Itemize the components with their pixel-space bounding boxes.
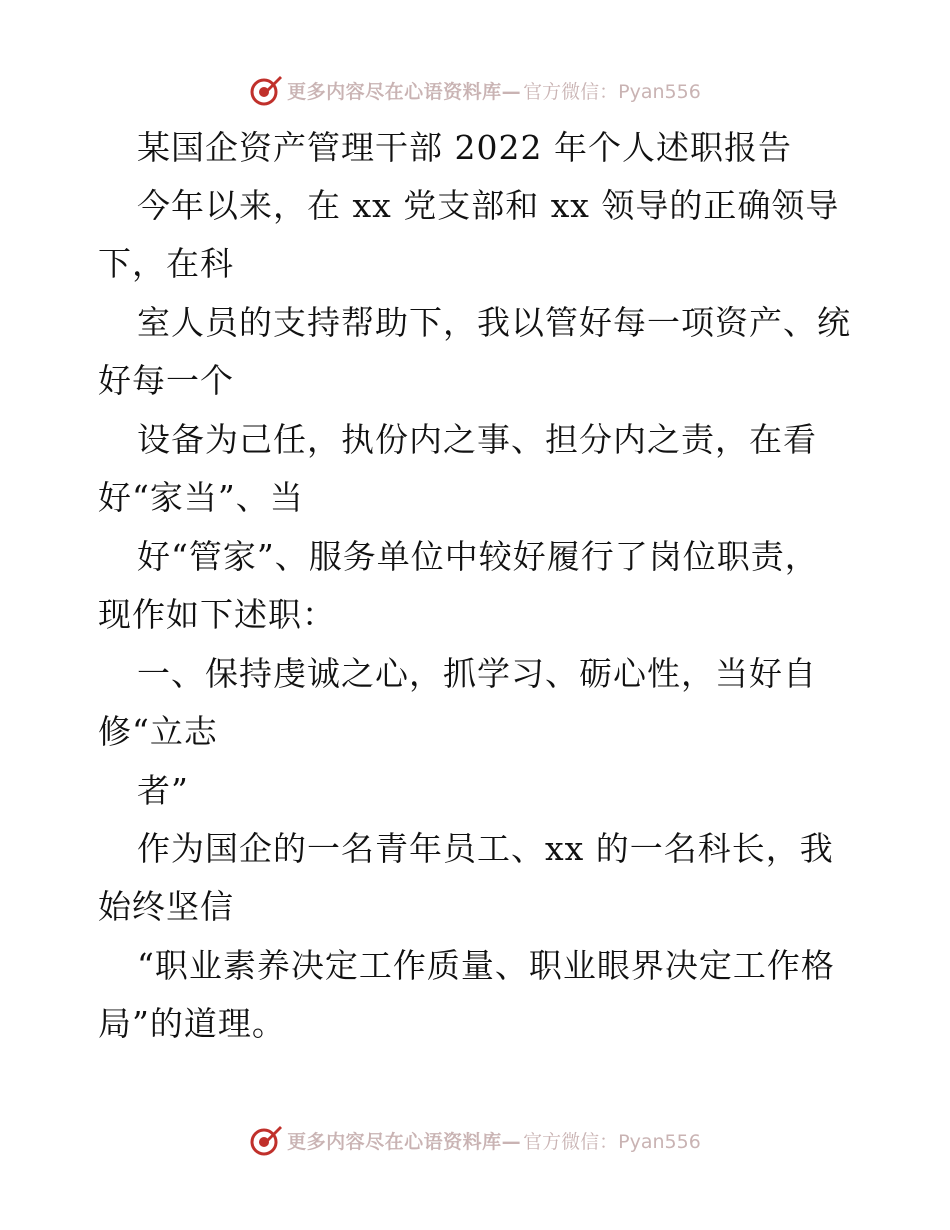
header-watermark-banner [0, 70, 950, 110]
paragraph-line: 设备为己任，执份内之事、担分内之责，在看 [137, 420, 817, 459]
paragraph-line: 室人员的支持帮助下，我以管好每一项资产、统 [137, 303, 851, 342]
paragraph-line: 始终坚信 [98, 887, 234, 926]
watermark-wechat-text: 官方微信：Pyan556 [523, 1130, 701, 1153]
paragraph-line: 今年以来，在 xx 党支部和 xx 领导的正确领导 [137, 186, 840, 225]
watermark-brand-text: 更多内容尽在心语资料库— [287, 80, 522, 103]
footer-watermark-banner [0, 1120, 950, 1160]
quill-pen-logo-icon [249, 1123, 283, 1157]
paragraph-line: 局”的道理。 [98, 1004, 286, 1043]
paragraph-line: 好每一个 [98, 361, 234, 400]
paragraph-line: 现作如下述职： [98, 595, 336, 634]
section-heading-line: 修“立志 [98, 712, 218, 751]
paragraph-line: 好“家当”、当 [98, 478, 304, 517]
paragraph-line: 下，在科 [98, 244, 234, 283]
section-heading-line: 者” [137, 771, 189, 810]
document-title: 某国企资产管理干部 2022 年个人述职报告 [137, 128, 792, 167]
quill-pen-logo-icon [249, 73, 283, 107]
paragraph-line: “职业素养决定工作质量、职业眼界决定工作格 [137, 946, 835, 985]
watermark-wechat-text: 官方微信：Pyan556 [523, 80, 701, 103]
paragraph-line: 好“管家”、服务单位中较好履行了岗位职责， [137, 537, 819, 576]
watermark-brand-text: 更多内容尽在心语资料库— [287, 1130, 522, 1153]
paragraph-line: 作为国企的一名青年员工、xx 的一名科长，我 [137, 829, 834, 868]
section-heading-line: 一、保持虔诚之心，抓学习、砺心性，当好自 [137, 654, 817, 693]
